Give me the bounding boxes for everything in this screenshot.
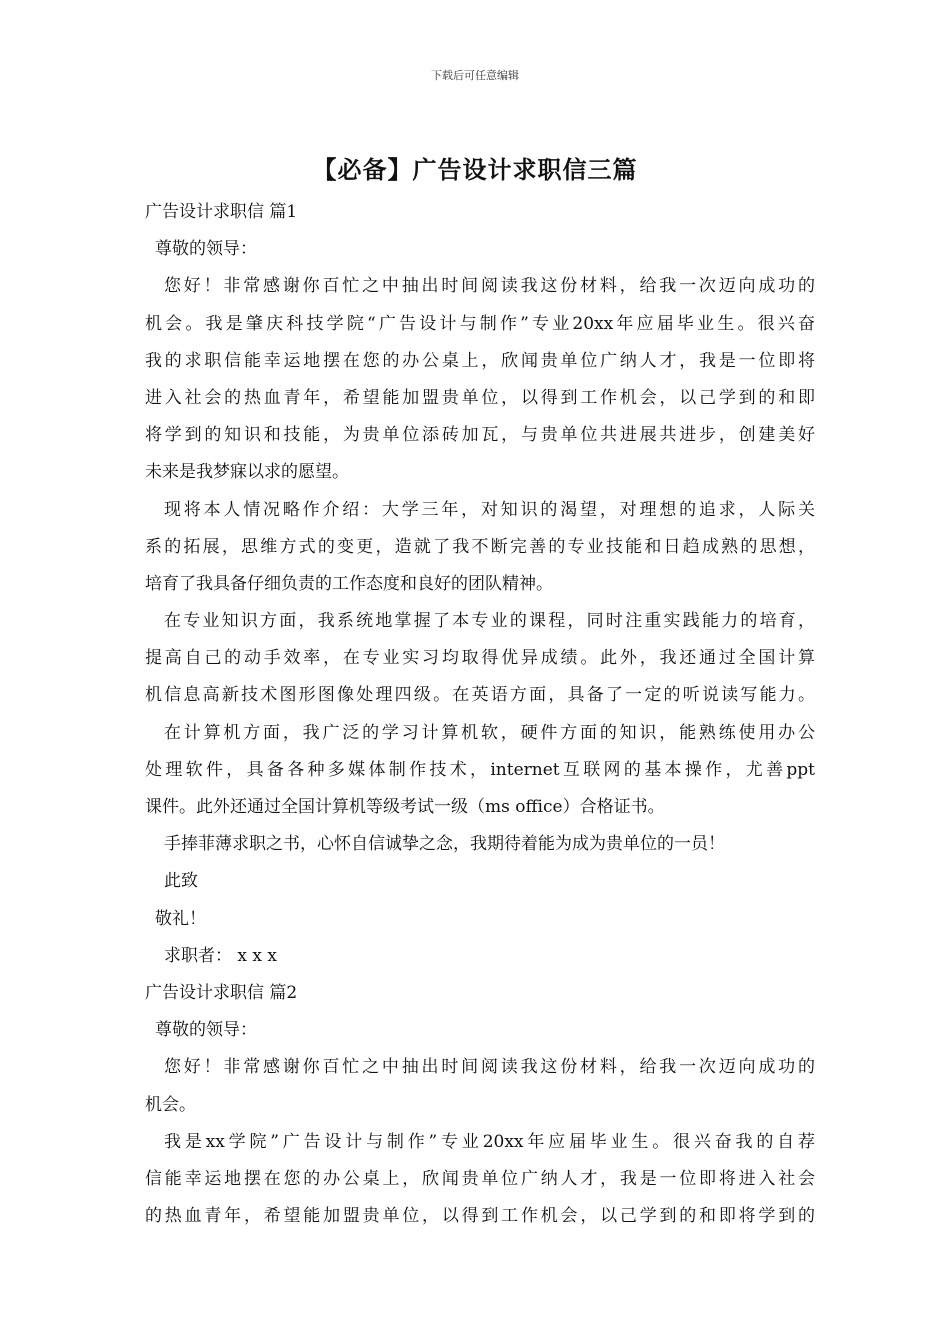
text-line: 未来是我梦寐以求的愿望。 — [145, 462, 349, 483]
text-line: 培育了我具备仔细负责的工作态度和良好的团队精神。 — [145, 573, 553, 594]
text-line: 机会。我是肇庆科技学院“广告设计与制作”专业20xx年应届毕业生。很兴奋 — [145, 313, 815, 334]
text-line: 机信息高新技术图形图像处理四级。在英语方面，具备了一定的听说读写能力。 — [145, 685, 815, 706]
text-line: 敬礼！ — [155, 908, 206, 929]
text-line: 在计算机方面，我广泛的学习计算机软，硬件方面的知识，能熟练使用办公 — [164, 722, 815, 743]
text-line: 我是xx学院”广告设计与制作”专业20xx年应届毕业生。很兴奋我的自荐 — [164, 1131, 815, 1152]
text-line: 您好！非常感谢你百忙之中抽出时间阅读我这份材料，给我一次迈向成功的 — [164, 1057, 815, 1078]
text-line: 您好！非常感谢你百忙之中抽出时间阅读我这份材料，给我一次迈向成功的 — [164, 276, 815, 297]
text-line: 求职者： x x x — [164, 945, 277, 966]
text-line: 将学到的知识和技能，为贵单位添砖加瓦，与贵单位共进展共进步，创建美好 — [145, 425, 815, 446]
text-line: 此致 — [164, 871, 198, 892]
text-line: 现将本人情况略作介绍：大学三年，对知识的渴望，对理想的追求，人际关 — [164, 499, 815, 520]
text-line: 在专业知识方面，我系统地掌握了本专业的课程，同时注重实践能力的培育， — [164, 611, 815, 632]
text-line: 课件。此外还通过全国计算机等级考试一级（ms office）合格证书。 — [145, 797, 665, 817]
text-line: 手捧菲薄求职之书，心怀自信诚挚之念，我期待着能为成为贵单位的一员！ — [164, 834, 725, 855]
text-line: 广告设计求职信 篇2 — [145, 982, 298, 1003]
text-line: 的热血青年，希望能加盟贵单位，以得到工作机会，以己学到的和即将学到的 — [145, 1206, 815, 1227]
header-note: 下载后可任意编辑 — [431, 69, 519, 82]
text-line: 信能幸运地摆在您的办公桌上，欣闻贵单位广纳人才，我是一位即将进入社会 — [145, 1168, 815, 1189]
text-line: 机会。 — [145, 1094, 196, 1115]
text-line: 处理软件，具备各种多媒体制作技术，internet互联网的基本操作，尤善ppt — [145, 759, 815, 780]
document-title: 【必备】广告设计求职信三篇 — [312, 155, 638, 184]
text-line: 尊敬的领导： — [155, 1020, 257, 1041]
text-line: 我的求职信能幸运地摆在您的办公桌上，欣闻贵单位广纳人才，我是一位即将 — [145, 350, 815, 371]
letter-body — [145, 194, 815, 1235]
text-line: 提高自己的动手效率，在专业实习均取得优异成绩。此外，我还通过全国计算 — [145, 648, 815, 669]
text-line: 进入社会的热血青年，希望能加盟贵单位，以得到工作机会，以己学到的和即 — [145, 387, 815, 408]
text-line: 尊敬的领导： — [155, 239, 257, 260]
text-line: 广告设计求职信 篇1 — [145, 202, 298, 222]
text-line: 系的拓展，思维方式的变更，造就了我不断完善的专业技能和日趋成熟的思想， — [145, 536, 815, 557]
